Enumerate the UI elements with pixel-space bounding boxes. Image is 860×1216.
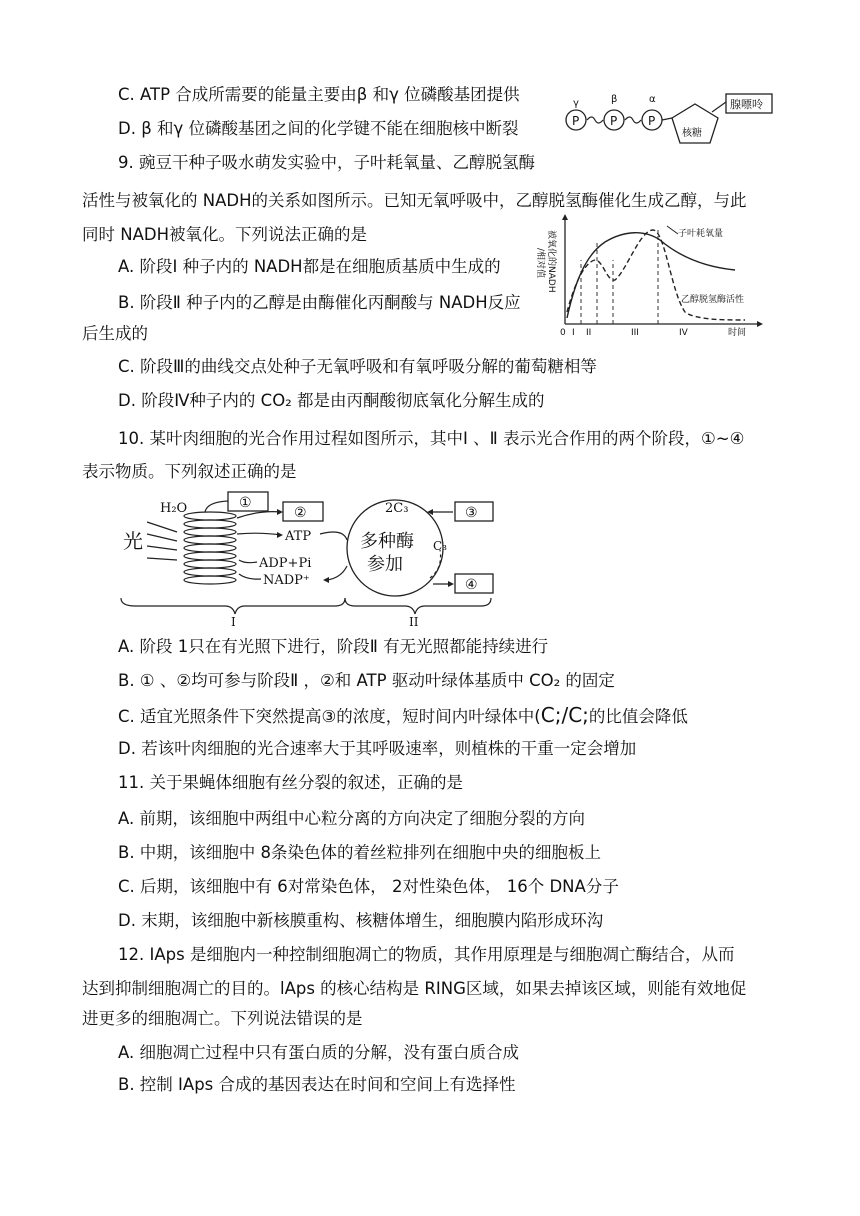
q10-option-c-ratio: C;/C; xyxy=(540,703,589,727)
oxygen-consumption-curve xyxy=(567,233,735,318)
q10-option-c-text: C. 适宜光照条件下突然提高③的浓度，短时间内叶绿体中( xyxy=(118,707,541,726)
stage-label-3: III xyxy=(631,328,639,338)
q9-stem-line1: 9. 豌豆干种子吸水萌发实验中，子叶耗氧量、乙醇脱氢酶 xyxy=(118,153,535,172)
high-energy-bond-1 xyxy=(587,117,603,123)
q8-option-d: D. β 和γ 位磷酸基团之间的化学键不能在细胞核中断裂 xyxy=(118,119,519,138)
box-4-label: ④ xyxy=(465,577,478,593)
q10-option-a: A. 阶段 1只在有光照下进行，阶段Ⅱ 有无光照都能持续进行 xyxy=(118,637,549,656)
p-gamma: P xyxy=(572,114,580,128)
adh-activity-curve xyxy=(567,230,745,320)
y-axis-label-1: 被氧化的NADH xyxy=(546,230,556,293)
q8-option-c: C. ATP 合成所需要的能量主要由β 和γ 位磷酸基团提供 xyxy=(118,85,520,104)
q9-option-d: D. 阶段Ⅳ种子内的 CO₂ 都是由丙酮酸彻底氧化分解生成的 xyxy=(118,391,545,410)
q12-stem-line2: 达到抑制细胞凋亡的目的。lAps 的核心结构是 RING区域，如果去掉该区域，则能有效地促 xyxy=(82,979,747,998)
q9-chart xyxy=(535,212,770,342)
stage-label-2: II xyxy=(586,328,592,338)
ribose-label: 核糖 xyxy=(682,128,702,139)
enzyme-label-1: 多种酶 xyxy=(360,531,414,552)
q12-option-a: A. 细胞凋亡过程中只有蛋白质的分解，没有蛋白质合成 xyxy=(118,1043,519,1062)
photosynthesis-figure xyxy=(115,488,500,628)
q9-stem-line2: 活性与被氧化的 NADH的关系如图所示。已知无氧呼吸中，乙醇脱氢酶催化生成乙醇，与此 xyxy=(82,191,747,210)
p-alpha: P xyxy=(648,114,656,128)
q9-option-a: A. 阶段Ⅰ 种子内的 NADH都是在细胞质基质中生成的 xyxy=(118,257,501,276)
x-axis-label: 时间 xyxy=(728,328,747,338)
q11-option-a: A. 前期，该细胞中两组中心粒分离的方向决定了细胞分裂的方向 xyxy=(118,809,585,828)
q11-option-c: C. 后期，该细胞中有 6对常染色体， 2对性染色体， 16个 DNA分子 xyxy=(118,877,619,896)
alpha-label: α xyxy=(649,94,656,105)
light-label: 光 xyxy=(123,529,143,553)
stage-label-4: IV xyxy=(679,328,688,338)
q12-stem-line3: 进更多的细胞凋亡。下列说法错误的是 xyxy=(82,1009,363,1028)
box-2-label: ② xyxy=(294,505,307,521)
q9-option-b: B. 阶段Ⅱ 种子内的乙醇是由酶催化丙酮酸与 NADH反应 xyxy=(118,293,521,312)
thylakoid-stack xyxy=(184,512,236,584)
q11-stem: 11. 关于果蝇体细胞有丝分裂的叙述，正确的是 xyxy=(118,773,463,792)
p-beta: P xyxy=(610,114,618,128)
atp-label: ATP xyxy=(285,529,312,544)
origin-label: 0 xyxy=(560,328,566,338)
q11-option-b: B. 中期，该细胞中 8条染色体的着丝粒排列在细胞中央的细胞板上 xyxy=(118,843,602,862)
stage-2-label: II xyxy=(409,615,419,628)
q10-option-d: D. 若该叶肉细胞的光合速率大于其呼吸速率，则植株的干重一定会增加 xyxy=(118,739,637,758)
enzyme-label-2: 参加 xyxy=(367,554,403,575)
high-energy-bond-2 xyxy=(625,117,641,123)
q10-option-b: B. ① 、②均可参与阶段Ⅱ ，②和 ATP 驱动叶绿体基质中 CO₂ 的固定 xyxy=(118,671,615,690)
stage-1-brace xyxy=(121,598,345,614)
h2o-label: H₂O xyxy=(160,501,188,516)
gamma-label: γ xyxy=(573,98,579,109)
stage-1-label: I xyxy=(231,615,236,628)
adh-activity-label: 乙醇脱氢酶活性 xyxy=(681,295,745,305)
light-arrows xyxy=(147,522,177,560)
y-axis-label-2: /相对值 xyxy=(535,248,545,279)
q12-stem-line1: 12. IAps 是细胞内一种控制细胞凋亡的物质，其作用原理是与细胞凋亡酶结合，从而 xyxy=(118,945,735,964)
adenine-label: 腺嘌呤 xyxy=(730,98,763,111)
beta-label: β xyxy=(611,94,618,105)
box-3-label: ③ xyxy=(465,505,478,521)
q11-option-d: D. 末期，该细胞中新核膜重构、核糖体增生，细胞膜内陷形成环沟 xyxy=(118,911,604,930)
stage-label-1: I xyxy=(572,328,575,338)
oxygen-consumption-label: 子叶耗氧量 xyxy=(678,229,724,239)
stage-2-brace xyxy=(345,598,491,614)
c3-label: C₃ xyxy=(433,539,447,553)
q10-option-c-tail: 的比值会降低 xyxy=(588,707,688,726)
c5-label: 2C₃ xyxy=(385,501,409,516)
q10-stem-line1: 10. 某叶肉细胞的光合作用过程如图所示，其中Ⅰ 、Ⅱ 表示光合作用的两个阶段，①~④ xyxy=(118,429,745,448)
adp-pi-label: ADP+Pi xyxy=(259,556,312,571)
q12-option-b: B. 控制 IAps 合成的基因表达在时间和空间上有选择性 xyxy=(118,1075,516,1094)
box-1-label: ① xyxy=(239,495,252,511)
q9-stem-line3: 同时 NADH被氧化。下列说法正确的是 xyxy=(82,225,367,244)
q10-stem-line2: 表示物质。下列叙述正确的是 xyxy=(82,462,297,481)
q10-option-c xyxy=(118,704,688,728)
atp-structure-figure xyxy=(560,88,820,158)
q9-option-b-cont: 后生成的 xyxy=(82,324,148,343)
q9-option-c: C. 阶段Ⅲ的曲线交点处种子无氧呼吸和有氧呼吸分解的葡萄糖相等 xyxy=(118,357,597,376)
nadp-label: NADP⁺ xyxy=(263,573,310,588)
